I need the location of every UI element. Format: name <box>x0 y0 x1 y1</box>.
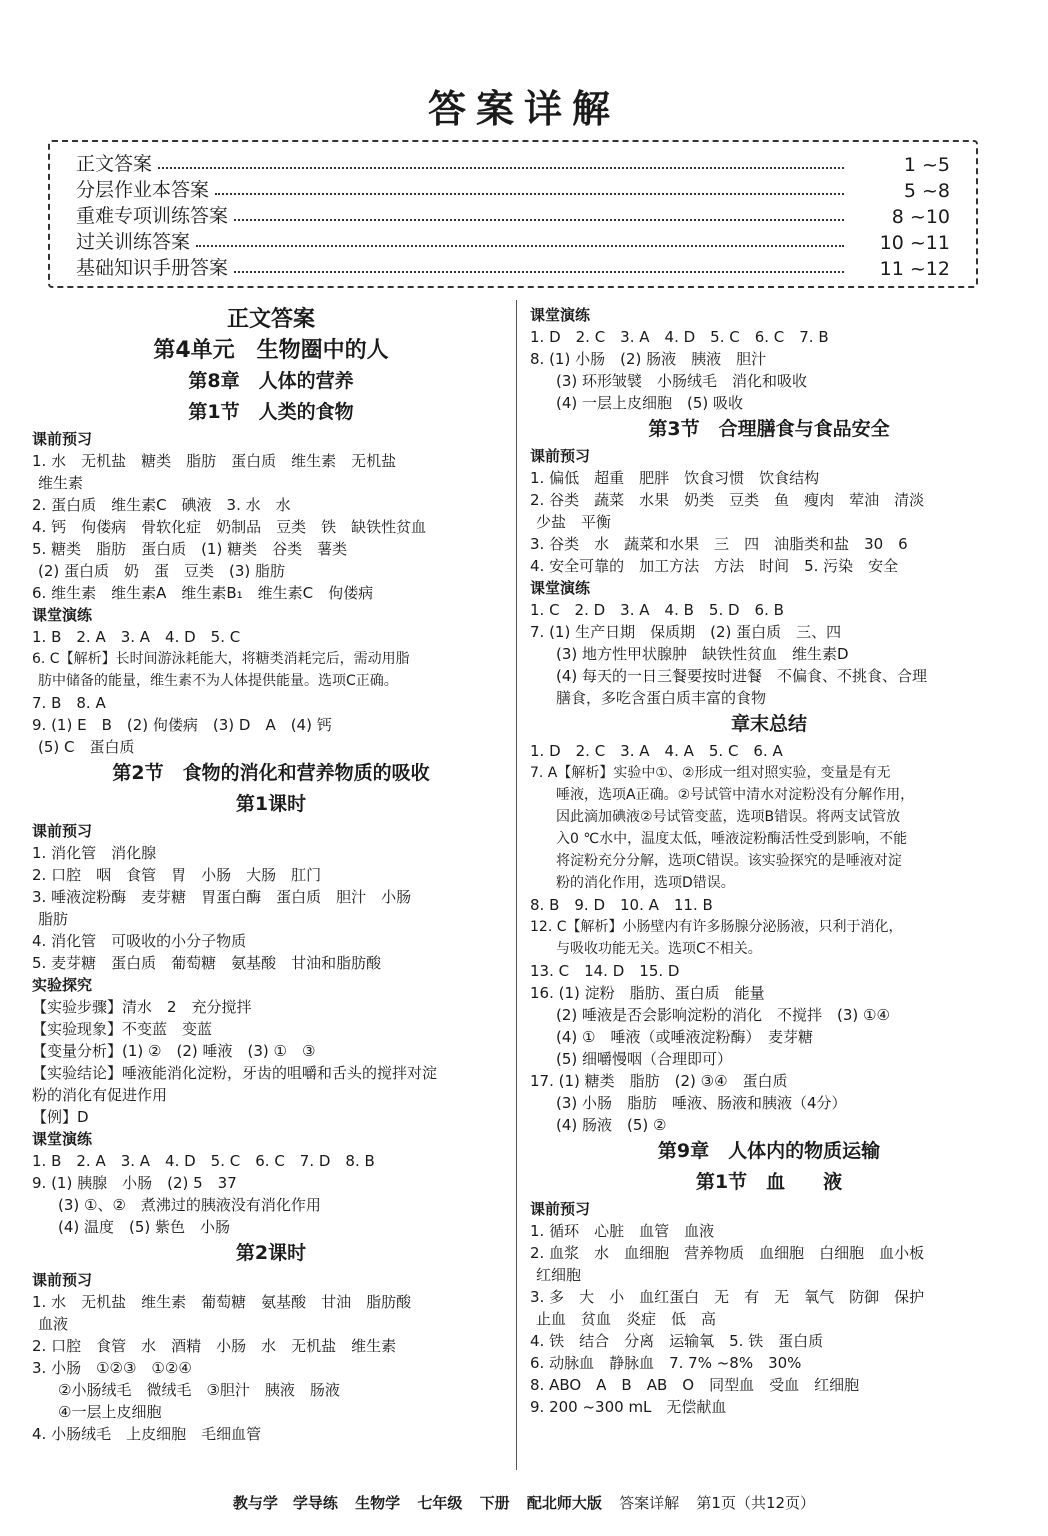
toc-label: 分层作业本答案 <box>76 179 210 201</box>
subsection-label: 课前预习 <box>530 447 591 465</box>
toc-leader-dots <box>234 271 844 273</box>
answer-line: 6. 动脉血 静脉血 7. 7% ~8% 30% <box>530 1354 802 1372</box>
footer-term: 下册 <box>479 1494 510 1512</box>
answer-line: 2. 谷类 蔬菜 水果 奶类 豆类 鱼 瘦肉 荤油 清淡 <box>530 491 925 509</box>
answer-line: 3. 谷类 水 蔬菜和水果 三 四 油脂类和盐 30 6 <box>530 535 908 553</box>
answer-line: 9. (1) 胰腺 小肠 (2) 5 37 <box>32 1174 237 1192</box>
answer-line: 17. (1) 糖类 脂肪 (2) ③④ 蛋白质 <box>530 1072 788 1090</box>
subsection-label: 实验探究 <box>32 976 93 994</box>
section-heading: 第8章 人体的营养 <box>188 370 354 392</box>
toc-label: 正文答案 <box>76 153 153 175</box>
answer-line: (2) 蛋白质 奶 蛋 豆类 (3) 脂肪 <box>38 562 286 580</box>
answer-line: 6. 维生素 维生素A 维生素B₁ 维生素C 佝偻病 <box>32 584 374 602</box>
answer-line: 将淀粉充分分解，选项C错误。该实验探究的是唾液对淀 <box>556 853 902 869</box>
column-divider <box>516 300 517 1470</box>
footer-grade: 七年级 <box>417 1494 463 1512</box>
answer-line: 【实验现象】不变蓝 变蓝 <box>32 1020 213 1038</box>
toc-row <box>76 254 950 280</box>
answer-line: (5) 细嚼慢咽（合理即可） <box>556 1050 733 1068</box>
answer-line: 2. 口腔 咽 食管 胃 小肠 大肠 肛门 <box>32 866 322 884</box>
toc-row <box>76 176 950 202</box>
toc-label: 过关训练答案 <box>76 231 191 253</box>
answer-line: 4. 消化管 可吸收的小分子物质 <box>32 932 247 950</box>
answer-line: 8. ABO A B AB O 同型血 受血 红细胞 <box>530 1376 860 1394</box>
answer-line: 3. 小肠 ①②③ ①②④ <box>32 1359 192 1377</box>
answer-line: 4. 小肠绒毛 上皮细胞 毛细血管 <box>32 1425 262 1443</box>
answer-line: 6. C【解析】长时间游泳耗能大，将糖类消耗完后，需动用脂 <box>32 651 410 667</box>
subsection-label: 课前预习 <box>32 430 93 448</box>
answer-line: 1. D 2. C 3. A 4. D 5. C 6. C 7. B <box>530 328 829 346</box>
toc-leader-dots <box>158 167 844 169</box>
answer-line: ④一层上皮细胞 <box>58 1403 162 1421</box>
answer-line: (2) 唾液是否会影响淀粉的消化 不搅拌 (3) ①④ <box>556 1006 890 1024</box>
toc-pages: 8 ~10 <box>891 206 950 228</box>
answer-line: 止血 贫血 炎症 低 高 <box>536 1310 717 1328</box>
answer-line: 维生素 <box>38 474 84 492</box>
section-heading: 第9章 人体内的物质运输 <box>657 1140 881 1162</box>
answer-line: 2. 口腔 食管 水 酒精 小肠 水 无机盐 维生素 <box>32 1337 397 1355</box>
answer-line: (3) ①、② 煮沸过的胰液没有消化作用 <box>58 1196 321 1214</box>
answer-line: (4) ① 唾液（或唾液淀粉酶） 麦芽糖 <box>556 1028 813 1046</box>
answer-line: 肪中储备的能量，维生素不为人体提供能量。选项C正确。 <box>38 673 398 689</box>
toc-leader-dots <box>196 245 844 247</box>
answer-line: 2. 蛋白质 维生素C 碘液 3. 水 水 <box>32 496 291 514</box>
answer-line: 1. B 2. A 3. A 4. D 5. C <box>32 628 241 646</box>
answer-line: 1. 水 无机盐 糖类 脂肪 蛋白质 维生素 无机盐 <box>32 452 397 470</box>
answer-line: 16. (1) 淀粉 脂肪、蛋白质 能量 <box>530 984 765 1002</box>
table-of-contents <box>48 140 978 288</box>
answer-line: 因此滴加碘液②号试管变蓝，选项B错误。将两支试管放 <box>556 809 901 825</box>
answer-line: 1. 偏低 超重 肥胖 饮食习惯 饮食结构 <box>530 469 820 487</box>
answer-line: 13. C 14. D 15. D <box>530 962 680 980</box>
left-column <box>32 304 510 1445</box>
footer-section: 答案详解 <box>619 1494 680 1512</box>
answer-line: 1. C 2. D 3. A 4. B 5. D 6. B <box>530 601 784 619</box>
toc-row <box>76 202 950 228</box>
answer-line: 7. B 8. A <box>32 694 106 712</box>
answer-line: (3) 环形皱襞 小肠绒毛 消化和吸收 <box>556 372 808 390</box>
section-heading: 第1节 人类的食物 <box>188 401 354 423</box>
answer-line: 1. 消化管 消化腺 <box>32 844 157 862</box>
answer-line: 粉的消化有促进作用 <box>32 1086 168 1104</box>
answer-line: 1. B 2. A 3. A 4. D 5. C 6. C 7. D 8. B <box>32 1152 375 1170</box>
answer-line: 7. (1) 生产日期 保质期 (2) 蛋白质 三、四 <box>530 623 842 641</box>
answer-line: 9. 200 ~300 mL 无偿献血 <box>530 1398 727 1416</box>
section-heading: 第4单元 生物圈中的人 <box>153 338 389 363</box>
answer-line: (4) 一层上皮细胞 (5) 吸收 <box>556 394 744 412</box>
answer-line: 1. D 2. C 3. A 4. A 5. C 6. A <box>530 742 783 760</box>
answer-line: 8. (1) 小肠 (2) 肠液 胰液 胆汁 <box>530 350 767 368</box>
answer-line: (3) 地方性甲状腺肿 缺铁性贫血 维生素D <box>556 645 849 663</box>
answer-line: 4. 钙 佝偻病 骨软化症 奶制品 豆类 铁 缺铁性贫血 <box>32 518 427 536</box>
answer-line: 4. 铁 结合 分离 运输氧 5. 铁 蛋白质 <box>530 1332 824 1350</box>
answer-line: 9. (1) E B (2) 佝偻病 (3) D A (4) 钙 <box>32 716 332 734</box>
answer-line: 【变量分析】(1) ② (2) 唾液 (3) ① ③ <box>32 1042 316 1060</box>
answer-line: 7. A【解析】实验中①、②形成一组对照实验，变量是有无 <box>530 765 891 781</box>
section-heading: 第2课时 <box>235 1242 307 1264</box>
footer-subject: 生物学 <box>355 1494 401 1512</box>
footer-edition: 配北师大版 <box>526 1494 602 1512</box>
answer-line: 1. 循环 心脏 血管 血液 <box>530 1222 715 1240</box>
answer-line: (4) 每天的一日三餐要按时进餐 不偏食、不挑食、合理 <box>556 667 928 685</box>
right-column <box>530 304 1008 1418</box>
answer-line: 4. 安全可靠的 加工方法 方法 时间 5. 污染 安全 <box>530 557 899 575</box>
answer-line: 1. 水 无机盐 维生素 葡萄糖 氨基酸 甘油 脂肪酸 <box>32 1293 412 1311</box>
subsection-label: 课堂演练 <box>32 606 93 624</box>
section-heading: 第1课时 <box>235 793 307 815</box>
toc-row <box>76 228 950 254</box>
answer-line: 【实验步骤】清水 2 充分搅拌 <box>32 998 252 1016</box>
toc-row <box>76 150 950 176</box>
answer-line: 与吸收功能无关。选项C不相关。 <box>556 941 762 957</box>
answer-line: 红细胞 <box>536 1266 582 1284</box>
section-heading: 第2节 食物的消化和营养物质的吸收 <box>112 762 430 784</box>
answer-line: 粉的消化作用，选项D错误。 <box>556 875 735 891</box>
answer-line: 脂肪 <box>38 910 69 928</box>
page-title: 答案详解 <box>427 87 620 131</box>
section-heading: 正文答案 <box>226 307 315 332</box>
toc-pages: 1 ~5 <box>903 154 950 176</box>
toc-pages: 5 ~8 <box>903 180 950 202</box>
answer-line: 少盐 平衡 <box>536 513 612 531</box>
page-footer <box>0 1492 1048 1513</box>
footer-page-number: 第1页（共12页） <box>696 1494 816 1512</box>
answer-line: 【实验结论】唾液能消化淀粉，牙齿的咀嚼和舌头的搅拌对淀 <box>32 1064 438 1082</box>
answer-line: 2. 血浆 水 血细胞 营养物质 血细胞 白细胞 血小板 <box>530 1244 925 1262</box>
answer-line: (4) 肠液 (5) ② <box>556 1116 667 1134</box>
answer-line: 3. 多 大 小 血红蛋白 无 有 无 氧气 防御 保护 <box>530 1288 925 1306</box>
subsection-label: 课前预习 <box>32 1271 93 1289</box>
answer-line: 12. C【解析】小肠壁内有许多肠腺分泌肠液，只利于消化， <box>530 919 903 935</box>
toc-label: 重难专项训练答案 <box>76 205 229 227</box>
subsection-label: 课堂演练 <box>530 579 591 597</box>
toc-pages: 10 ~11 <box>879 232 950 254</box>
subsection-label: 课堂演练 <box>530 306 591 324</box>
answer-line: 5. 糖类 脂肪 蛋白质 (1) 糖类 谷类 薯类 <box>32 540 348 558</box>
answer-line: 5. 麦芽糖 蛋白质 葡萄糖 氨基酸 甘油和脂肪酸 <box>32 954 382 972</box>
answer-line: (4) 温度 (5) 紫色 小肠 <box>58 1218 231 1236</box>
answer-line: 【例】D <box>32 1108 89 1126</box>
toc-leader-dots <box>234 219 844 221</box>
answer-line: (5) C 蛋白质 <box>38 738 135 756</box>
toc-label: 基础知识手册答案 <box>76 257 229 279</box>
answer-line: 8. B 9. D 10. A 11. B <box>530 896 713 914</box>
answer-line: 膳食，多吃含蛋白质丰富的食物 <box>556 689 767 707</box>
section-heading: 第3节 合理膳食与食品安全 <box>648 418 890 440</box>
section-heading: 章末总结 <box>730 713 807 735</box>
answer-line: 入0 ℃水中，温度太低，唾液淀粉酶活性受到影响，不能 <box>556 831 908 847</box>
footer-brand: 教与学 学导练 <box>232 1494 338 1512</box>
answer-line: ②小肠绒毛 微绒毛 ③胆汁 胰液 肠液 <box>58 1381 340 1399</box>
toc-pages: 11 ~12 <box>879 258 950 280</box>
answer-line: 唾液，选项A正确。②号试管中清水对淀粉没有分解作用， <box>556 787 915 803</box>
subsection-label: 课前预习 <box>32 822 93 840</box>
answer-line: 血液 <box>38 1315 69 1333</box>
toc-leader-dots <box>215 193 844 195</box>
section-heading: 第1节 血 液 <box>695 1171 843 1193</box>
subsection-label: 课前预习 <box>530 1200 591 1218</box>
answer-line: 3. 唾液淀粉酶 麦芽糖 胃蛋白酶 蛋白质 胆汁 小肠 <box>32 888 412 906</box>
answer-line: (3) 小肠 脂肪 唾液、肠液和胰液（4分） <box>556 1094 847 1112</box>
subsection-label: 课堂演练 <box>32 1130 93 1148</box>
